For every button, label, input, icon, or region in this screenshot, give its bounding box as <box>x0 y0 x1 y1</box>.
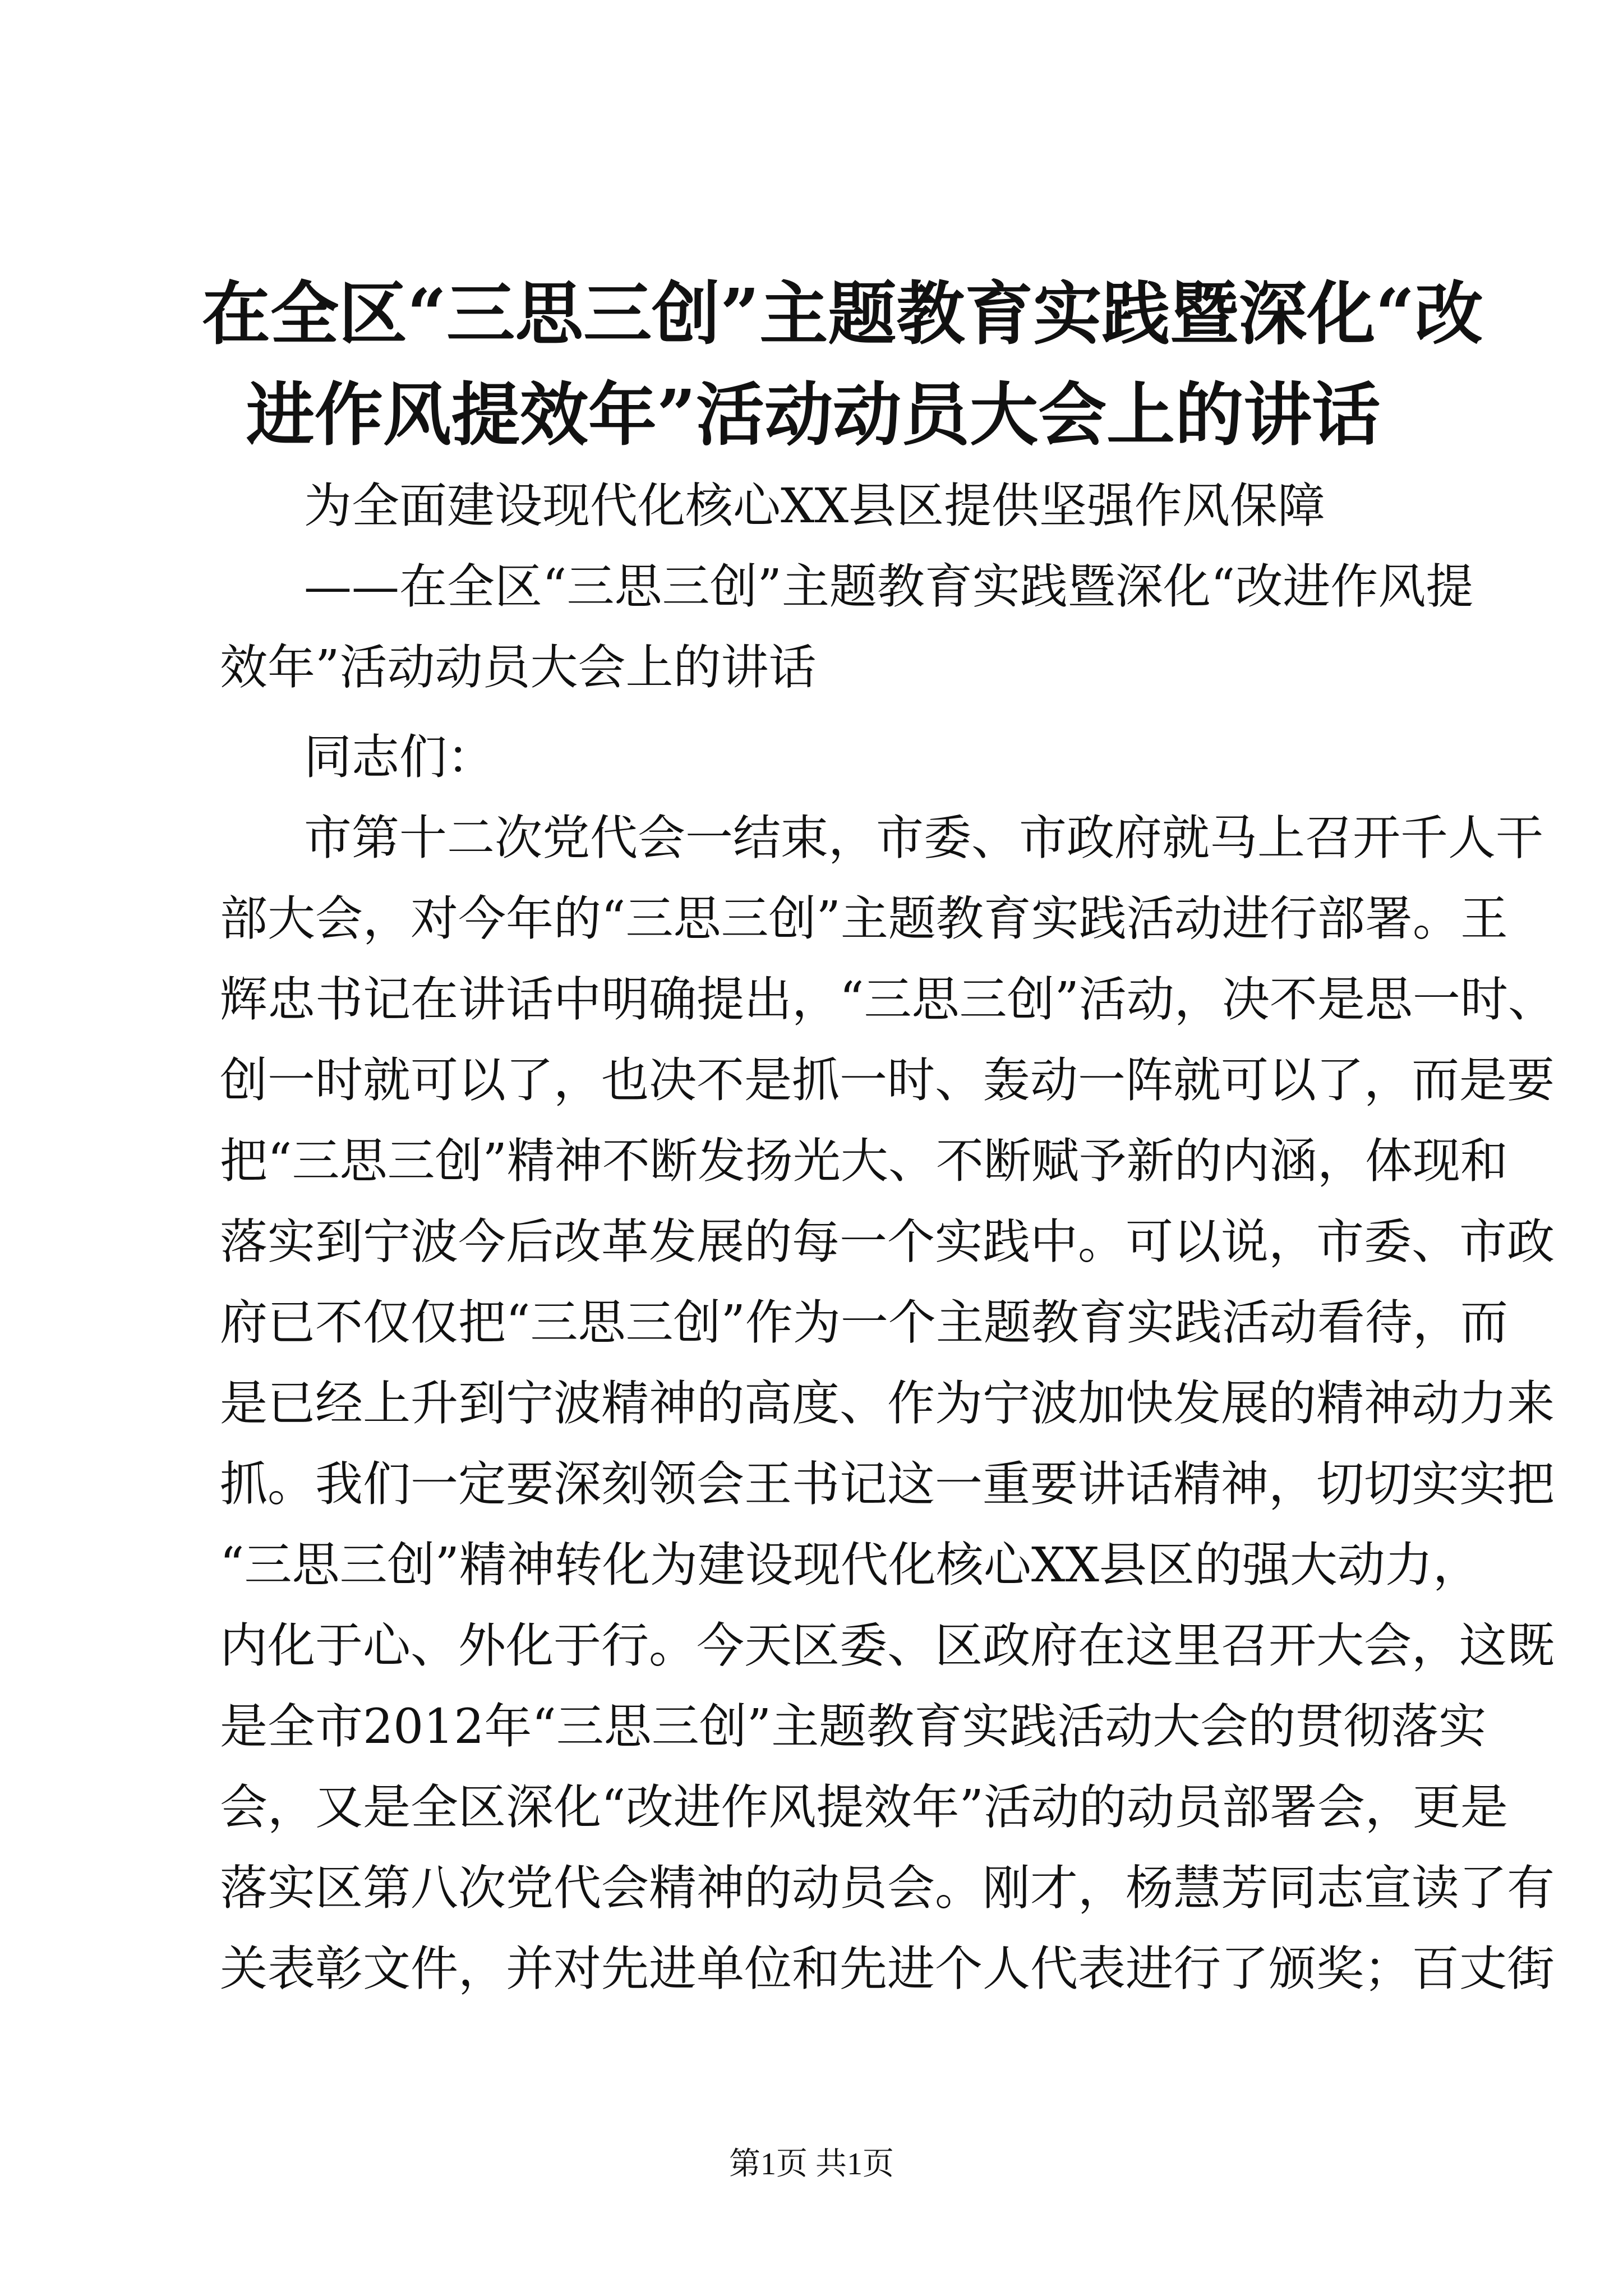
page-footer <box>0 2148 1623 2180</box>
paragraph-line: 创一时就可以了，也决不是抓一时、轰动一阵就可以了，而是要 <box>220 1053 1555 1108</box>
page-number-indicator: 第1页 共1页 <box>729 2147 894 2182</box>
salutation: 同志们： <box>304 730 495 785</box>
paragraph-line: 内化于心、外化于行。今天区委、区政府在这里召开大会，这既 <box>220 1618 1555 1674</box>
paragraph-line: 辉忠书记在讲话中明确提出，“三思三创”活动，决不是思一时、 <box>220 972 1556 1028</box>
paragraph-line: “三思三创”精神转化为建设现代化核心XX县区的强大动力， <box>220 1538 1481 1593</box>
document-title-line-1: 在全区“三思三创”主题教育实践暨深化“改 <box>202 273 1483 354</box>
paragraph-line: 会，又是全区深化“改进作风提效年”活动的动员部署会，更是 <box>220 1780 1508 1835</box>
paragraph-line: 部大会，对今年的“三思三创”主题教育实践活动进行部署。王 <box>220 891 1508 947</box>
subtitle: 为全面建设现代化核心XX县区提供坚强作风保障 <box>304 478 1326 534</box>
paragraph-line: 是全市2012年“三思三创”主题教育实践活动大会的贯彻落实 <box>220 1699 1487 1755</box>
dash-title-line-1: ——在全区“三思三创”主题教育实践暨深化“改进作风提 <box>304 559 1474 615</box>
paragraph-line: 把“三思三创”精神不断发扬光大、不断赋予新的内涵，体现和 <box>220 1134 1508 1189</box>
paragraph-line: 抓。我们一定要深刻领会王书记这一重要讲话精神，切切实实把 <box>220 1457 1555 1512</box>
paragraph-line: 落实区第八次党代会精神的动员会。刚才，杨慧芳同志宣读了有 <box>220 1861 1555 1916</box>
paragraph-line: 关表彰文件，并对先进单位和先进个人代表进行了颁奖；百丈街 <box>220 1941 1555 1997</box>
paragraph-line: 府已不仅仅把“三思三创”作为一个主题教育实践活动看待，而 <box>220 1295 1508 1351</box>
paragraph-line: 是已经上升到宁波精神的高度、作为宁波加快发展的精神动力来 <box>220 1376 1555 1432</box>
paragraph-line: 落实到宁波今后改革发展的每一个实践中。可以说，市委、市政 <box>220 1214 1555 1270</box>
paragraph-line: 市第十二次党代会一结束，市委、市政府就马上召开千人干 <box>304 811 1544 866</box>
document-title-line-2: 进作风提效年”活动动员大会上的讲话 <box>246 374 1381 455</box>
dash-title-line-2: 效年”活动动员大会上的讲话 <box>220 640 817 696</box>
